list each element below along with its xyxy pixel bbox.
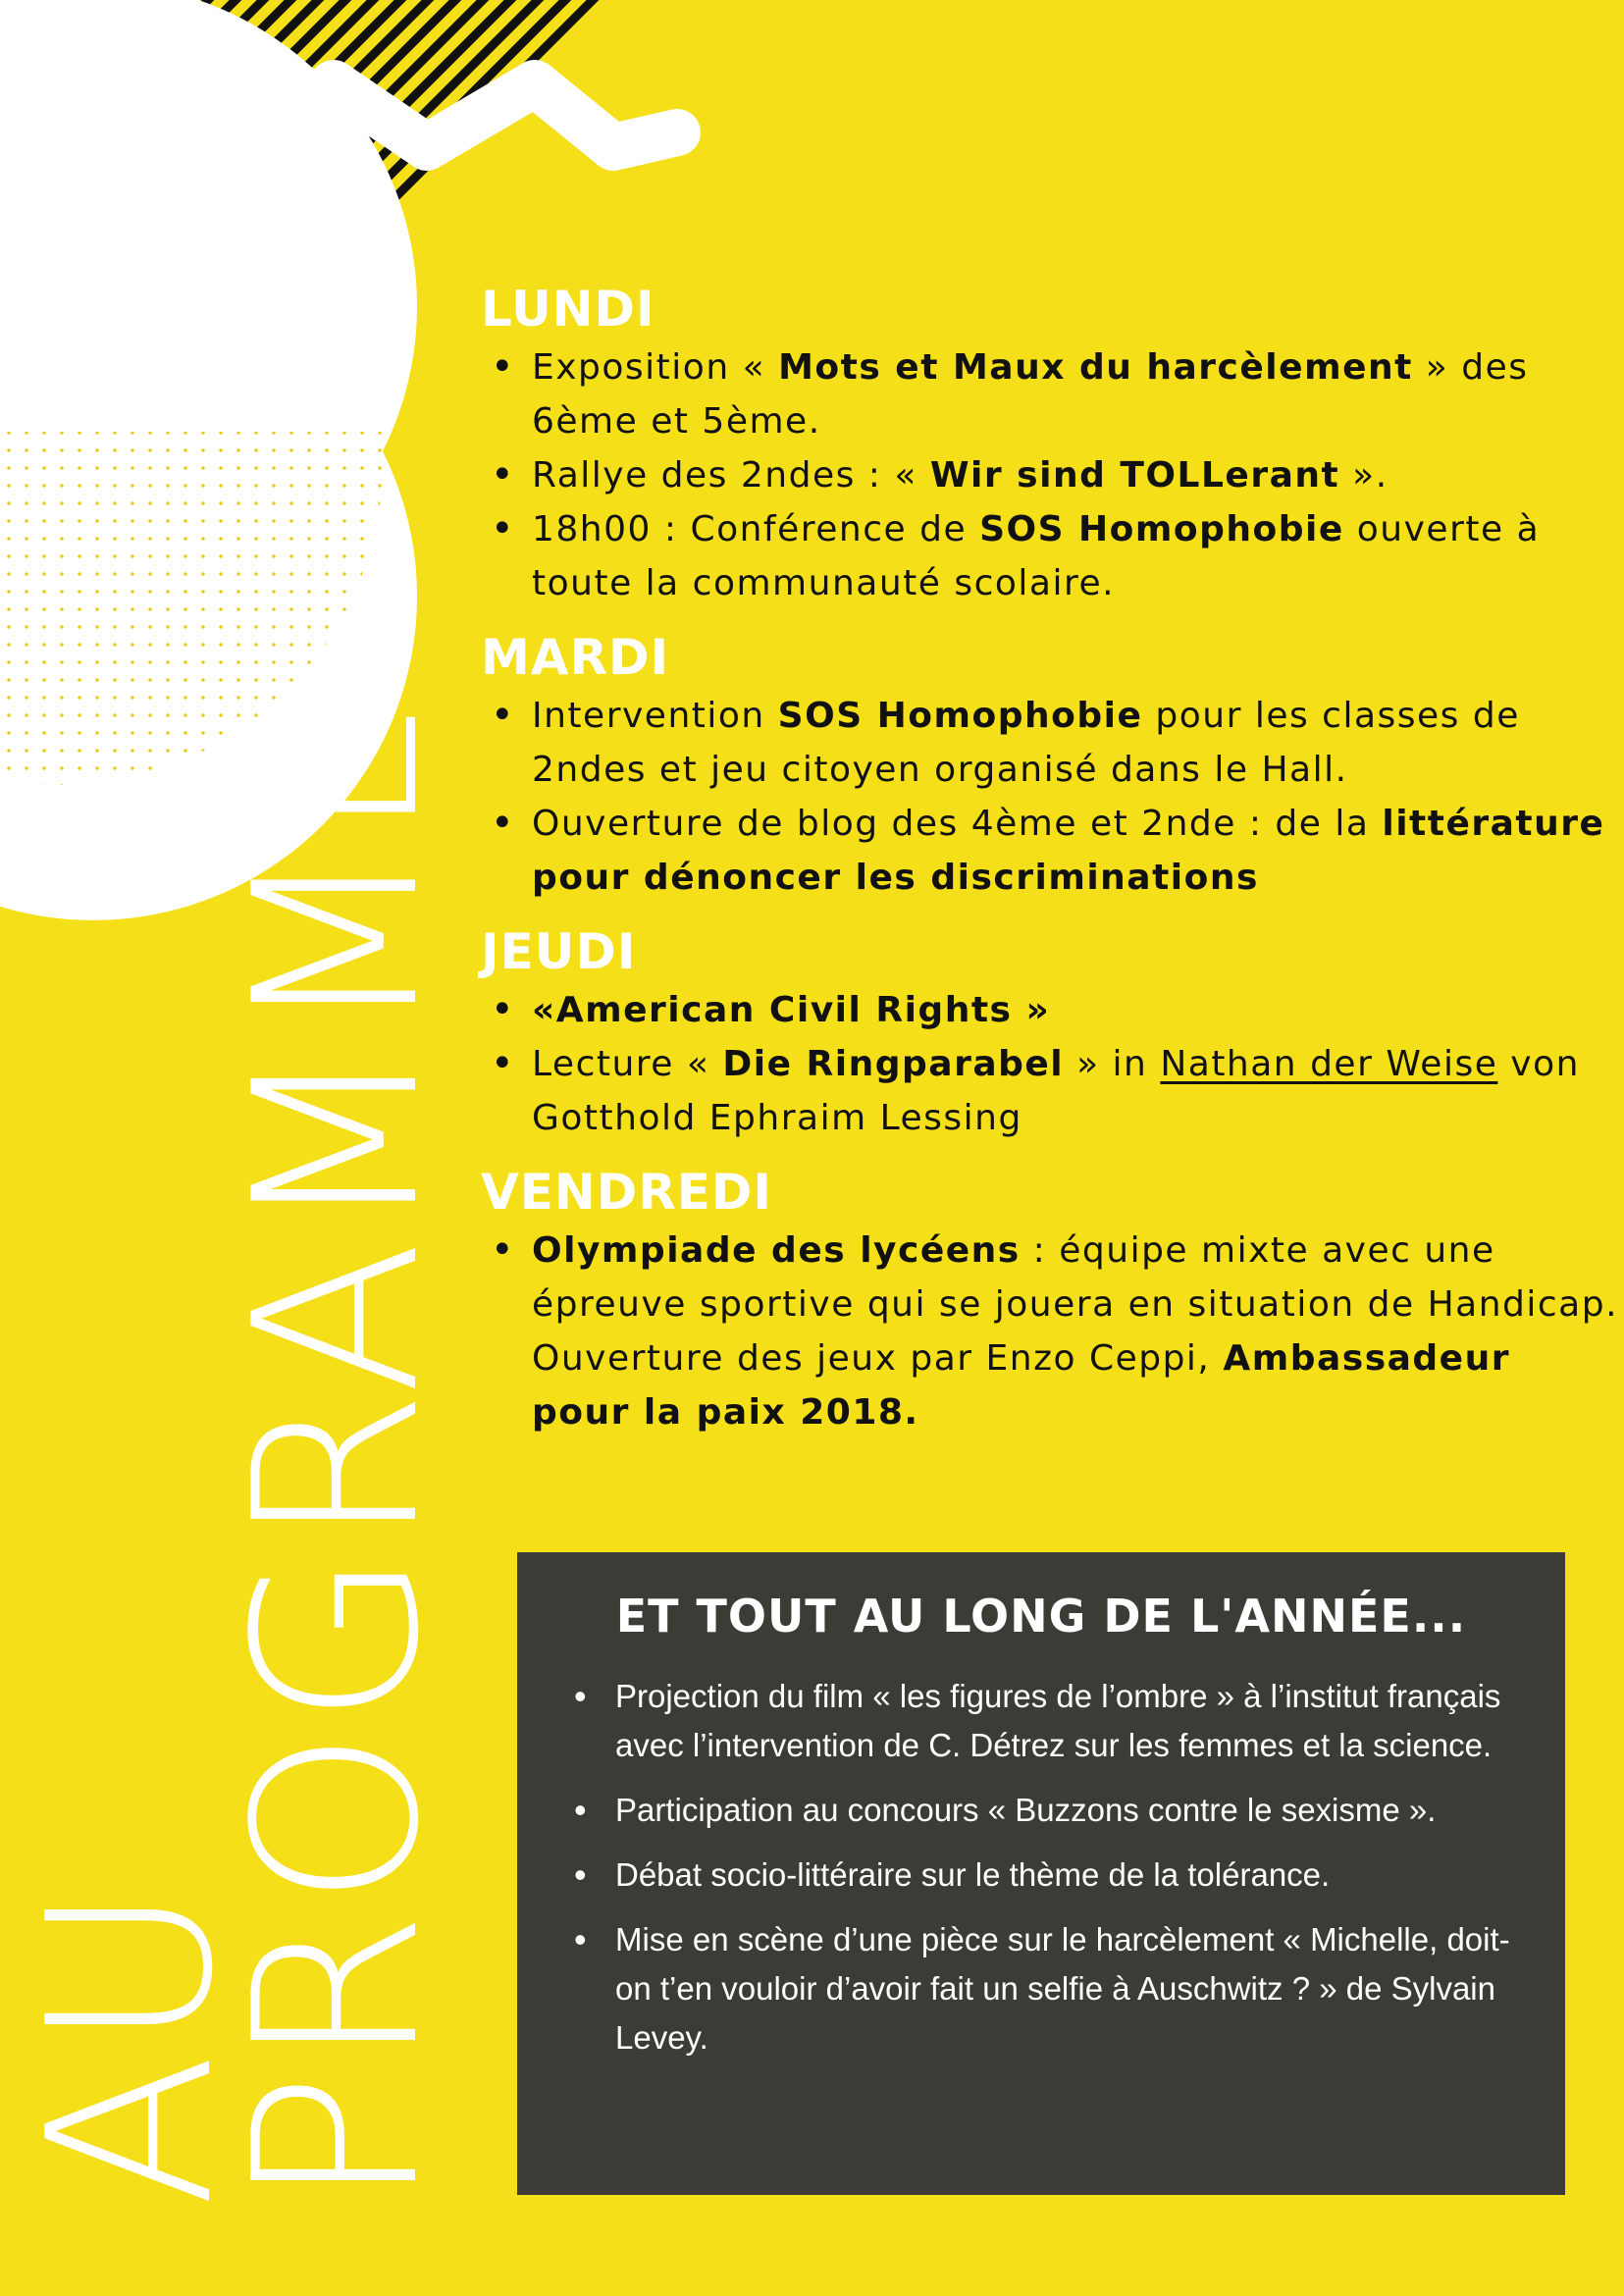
list-item: • «American Civil Rights » bbox=[481, 983, 1619, 1037]
day-heading-thursday: JEUDI bbox=[481, 923, 637, 980]
list-item: • Exposition « Mots et Maux du harcèlement » des 6ème et 5ème. bbox=[481, 340, 1619, 448]
list-item: • Débat socio-littéraire sur le thème de la tolérance. bbox=[570, 1851, 1536, 1900]
list-item: • Intervention SOS Homophobie pour les classes de 2ndes et jeu citoyen organisé dans le Hall. bbox=[481, 689, 1619, 797]
day-heading-tuesday: MARDI bbox=[481, 629, 670, 686]
weekly-program bbox=[481, 280, 1619, 1457]
tuesday-list bbox=[481, 689, 1619, 905]
day-heading-friday: VENDREDI bbox=[481, 1164, 772, 1221]
friday-list bbox=[481, 1224, 1619, 1439]
thursday-list bbox=[481, 983, 1619, 1145]
year-round-box bbox=[517, 1552, 1565, 2195]
year-round-title: ET TOUT AU LONG DE L'ANNÉE... bbox=[615, 1590, 1467, 1643]
list-item: • 18h00 : Conférence de SOS Homophobie ouverte à toute la communauté scolaire. bbox=[481, 502, 1619, 610]
year-round-list bbox=[547, 1672, 1536, 2062]
book-title-link: Nathan der Weise bbox=[1160, 1044, 1498, 1084]
vertical-title bbox=[1, 693, 469, 2208]
list-item: • Ouverture de blog des 4ème et 2nde : de la littérature pour dénoncer les discriminations bbox=[481, 797, 1619, 905]
list-item: • Participation au concours « Buzzons contre le sexisme ». bbox=[570, 1786, 1536, 1835]
title-line-1: AU bbox=[1, 1880, 263, 2208]
day-heading-monday: LUNDI bbox=[481, 281, 655, 338]
title-line-2: PROGRAMME bbox=[207, 693, 469, 2208]
monday-list bbox=[481, 340, 1619, 610]
list-item: • Projection du film « les figures de l’ombre » à l’institut français avec l’intervention de C. Détrez sur les femmes et la science. bbox=[570, 1672, 1536, 1770]
list-item: • Olympiade des lycéens : équipe mixte avec une épreuve sportive qui se jouera en situation de Handicap. Ouverture des jeux par Enzo Ceppi, Ambassadeur pour la paix 2018. bbox=[481, 1224, 1619, 1439]
list-item: • Rallye des 2ndes : « Wir sind TOLLerant ». bbox=[481, 448, 1619, 502]
list-item: • Mise en scène d’une pièce sur le harcèlement « Michelle, doit-on t’en vouloir d’avoir fait un selfie à Auschwitz ? » de Sylvain Levey. bbox=[570, 1915, 1536, 2062]
list-item: • Lecture « Die Ringparabel » in Nathan der Weise von Gotthold Ephraim Lessing bbox=[481, 1037, 1619, 1145]
